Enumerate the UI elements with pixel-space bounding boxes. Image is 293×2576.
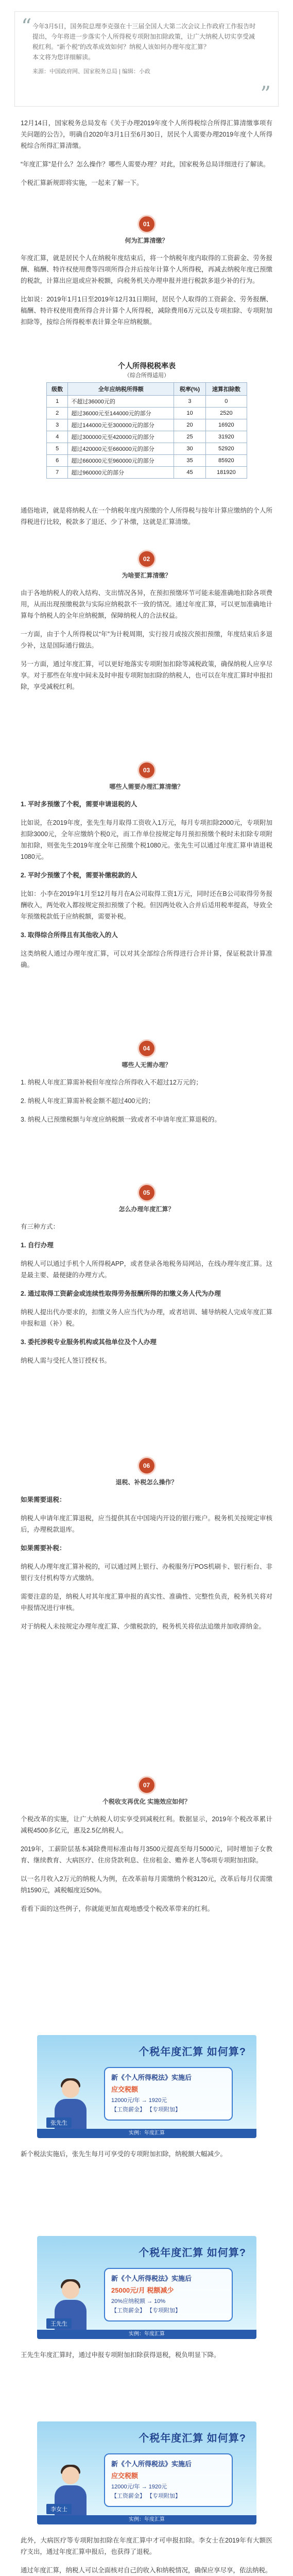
cell: 20: [174, 419, 206, 431]
section-5-body: [21, 1221, 272, 1374]
example-card: [37, 2421, 256, 2524]
paragraph: 3. 委托涉税专业服务机构或其他单位及个人办理: [21, 1338, 157, 1346]
section-title: 退税、补税怎么操作？: [115, 1479, 178, 1486]
quote-text: 今年3月5日，国务院总理李克强在十三届全国人大第二次会议上作政府工作报告时提出，今年将进一步落实个人所得税专项附加扣除政策，让广大纳税人切实享受减税红利。“新个税”的改革成效如何？纳税人该如何办理年度汇算？: [32, 23, 256, 50]
card-title: 个税年度汇算 如何算?: [139, 2433, 246, 2444]
card-line: 【工资薪金】 【专项附加】: [111, 2107, 181, 2113]
table-row: [47, 419, 247, 431]
cell: 超过144000元至300000元的部分: [68, 419, 174, 431]
paragraph: 纳税人可以通过手机个人所得税APP，或者登录各地税务局网站，在线办理年度汇算。这是最主要、最便捷的办理方式。: [21, 1260, 272, 1279]
table-row: [47, 455, 247, 467]
paragraph: 2. 纳税人年度汇算需补税金额不超过400元的；: [21, 1097, 154, 1105]
section-1-body: [21, 252, 272, 335]
section-badge: 01: [139, 216, 154, 232]
open-quote-icon: “: [21, 15, 32, 39]
paragraph: 如果需要退税：: [21, 1496, 66, 1503]
cell: 25: [174, 431, 206, 443]
cell: 16920: [205, 419, 247, 431]
cell: 超过660000元至960000元的部分: [68, 455, 174, 467]
section-title: 哪些人无需办理？: [122, 1061, 171, 1069]
section-2-body: [21, 587, 272, 700]
card-line: 12000元/年 → 1920元: [111, 2097, 167, 2104]
section-title: 何为汇算清缴？: [125, 237, 168, 244]
paragraph: 看看下面的这些例子，你就能更加直观地感受个税改革带来的红利。: [21, 1905, 214, 1912]
card-line: 新《个人所得税法》实施后: [111, 2275, 192, 2282]
section-7-body: [21, 1814, 272, 1922]
paragraph: “年度汇算”是什么？怎么操作？哪些人需要办理？对此，国家税务总局详细进行了解读。: [21, 161, 270, 168]
section-badge: 04: [139, 1041, 154, 1056]
paragraph: 王先生年度汇算时，通过申报专项附加扣除获得退税，税负明显下降。: [21, 2351, 220, 2359]
paragraph: 12月14日，国家税务总局发布《关于办理2019年度个人所得税综合所得汇算清缴事项有关问题的公告》，明确自2020年3月1日至6月30日，居民个人需要办理2019年度个人所得税综合所得汇算清缴。: [21, 120, 272, 149]
section-badge: 02: [139, 551, 154, 567]
card-caption: [21, 2148, 272, 2167]
paragraph: 比如说：2019年1月1日至2019年12月31日期间，居民个人取得的工资薪金、劳务报酬、稿酬、特许权使用费所得合并计算个人所得税，减除费用6万元以及专项扣除、专项附加扣除等，按综合所得税率表计算全年应纳税额。: [21, 296, 272, 326]
paragraph: 纳税人提出代办要求的，扣缴义务人应当代为办理，或者培训、辅导纳税人完成年度汇算申报和退（补）税。: [21, 1309, 272, 1327]
card-info-box: [104, 2067, 233, 2121]
card-info-box: [104, 2268, 233, 2321]
table-subtitle: （综合所得适用）: [124, 372, 169, 379]
close-quote-icon: ”: [260, 82, 271, 106]
cell: 45: [174, 467, 206, 479]
paragraph: 纳税人办理年度汇算补税的，可以通过网上银行、办税服务厅POS机刷卡、银行柜台、非银行支付机构等方式缴纳。: [21, 1563, 272, 1582]
section-1b-body: [21, 505, 272, 535]
col-header: 全年应纳税所得额: [68, 383, 174, 396]
card-line: 20%应纳税额 → 10%: [111, 2298, 166, 2304]
example-card: [37, 2236, 256, 2339]
section-title: 为啥要汇算清缴？: [122, 572, 171, 579]
card-footer: 实例：年度汇算: [37, 2515, 256, 2524]
section-title: 怎么办理年度汇算？: [118, 1206, 175, 1213]
cell: 4: [47, 431, 68, 443]
cell: 2520: [205, 408, 247, 419]
table-header-row: [47, 383, 247, 396]
paragraph: 3. 取得综合所得且有其他收入的人: [21, 931, 118, 939]
card-name-tag: 王先生: [46, 2318, 72, 2329]
card-line: 12000元/年 → 1920元: [111, 2484, 167, 2490]
closing-section: [21, 2535, 272, 2576]
paragraph: 新个税法实施后，张先生每月可享受的专项附加扣除，纳税额大幅减少。: [21, 2150, 227, 2158]
table-row: [47, 467, 247, 479]
paragraph: 个税改革的实施，让广大纳税人切实享受到减税红利。数据显示，2019年个税改革累计减税4500多亿元，惠及2.5亿纳税人。: [21, 1816, 272, 1834]
cell: 30: [174, 443, 206, 455]
paragraph: 1. 纳税人年度汇算需补税但年度综合所得收入不超过12万元的；: [21, 1079, 202, 1086]
card-line: 25000元/月 税额减少: [111, 2286, 174, 2294]
table-row: [47, 408, 247, 419]
paragraph: 比如说，在2019年度，张先生每月取得工资收入1万元，每月专项扣除2000元，专项附加扣除3000元，全年应缴纳个税0元，而工作单位按规定每月预扣预缴个税时未扣除专项附加扣除，则张先生2019年度全年已预缴个税1080元。张先生可以通过年度汇算申请退税1080元。: [21, 819, 272, 860]
paragraph: 纳税人需与受托人签订授权书。: [21, 1357, 111, 1364]
card-line: 新《个人所得税法》实施后: [111, 2460, 192, 2468]
table-row: [47, 396, 247, 408]
card-line: 新《个人所得税法》实施后: [111, 2074, 192, 2081]
table-row: [47, 431, 247, 443]
card-line: 应交税额: [111, 2086, 139, 2093]
card-line: 应交税额: [111, 2472, 139, 2480]
cell: 35: [174, 455, 206, 467]
paragraph: 由于各地纳税人的收入结构、支出情况各异，在预扣预缴环节可能未能准确地扣除各项费用，从而出现预缴税款与实际应纳税款不一致的情况。通过年度汇算，可以更加准确地计算每个纳税人的全年应纳税额，保障纳税人的合法权益。: [21, 589, 272, 619]
section-title: 哪些人需要办理汇算清缴？: [109, 783, 184, 790]
section-badge: 06: [139, 1458, 154, 1473]
tax-table: [46, 382, 247, 479]
paragraph: 以一名月收入2万元的纳税人为例，在改革前每月需缴纳个税3120元，改革后每月仅需缴纳1590元，减税幅度近50%。: [21, 1875, 272, 1894]
cell: 5: [47, 443, 68, 455]
paragraph: 1. 自行办理: [21, 1242, 54, 1249]
card-info-box: [104, 2453, 233, 2507]
cell: 超过960000元的部分: [68, 467, 174, 479]
card-line: 【工资薪金】 【专项附加】: [111, 2308, 181, 2314]
paragraph: 3. 纳税人已预缴税额与年度应纳税额一致或者不申请年度汇算退税的。: [21, 1116, 221, 1123]
cell: 85920: [205, 455, 247, 467]
section-title: 个税收支再优化 实施效应如何？: [102, 1798, 191, 1805]
table-title: 个人所得税税率表: [118, 362, 176, 370]
cell: 0: [205, 396, 247, 408]
paragraph: 有三种方式：: [21, 1223, 60, 1230]
card-title: 个税年度汇算 如何算?: [139, 2247, 246, 2259]
card-footer: 实例：年度汇算: [37, 2129, 256, 2138]
example-card: [37, 2035, 256, 2138]
intro-quote: [14, 11, 279, 107]
card-title: 个税年度汇算 如何算?: [139, 2046, 246, 2058]
cell: 31920: [205, 431, 247, 443]
tax-rate-table: [46, 361, 247, 479]
paragraph: 一方面，由于个人所得税以“年”为计税周期，实行按月或按次预扣预缴，年度结束后多退少补，这是国际通行做法。: [21, 631, 272, 649]
cell: 6: [47, 455, 68, 467]
card-line: 【工资薪金】 【专项附加】: [111, 2493, 181, 2499]
paragraph: 2. 通过取得工资薪金或连续性取得劳务报酬所得的扣缴义务人代为办理: [21, 1290, 221, 1297]
paragraph: 2. 平时少预缴了个税，需要补缴税款的人: [21, 872, 137, 879]
paragraph: 2019年，工薪阶层基本减除费用标准由每月3500元提高至每月5000元，同时增加子女教育、继续教育、大病医疗、住房贷款利息、住房租金、赡养老人等6项专项附加扣除。: [21, 1845, 272, 1864]
section-badge: 07: [139, 1777, 154, 1793]
table-row: [47, 443, 247, 455]
cell: 3: [174, 396, 206, 408]
paragraph: 如果需要补税：: [21, 1545, 66, 1552]
cell: 不超过36000元的: [68, 396, 174, 408]
section-4-body: [21, 1077, 272, 1132]
section-3-body: [21, 799, 272, 978]
paragraph: 需要注意的是，纳税人对其年度汇算申报的真实性、准确性、完整性负责，税务机关将对申报情况进行审核。: [21, 1593, 272, 1612]
paragraph: 通俗地讲，就是将纳税人在一个纳税年度内预缴的个人所得税与按年计算应缴纳的个人所得税进行比较，税款多了退还、少了补缴，这就是汇算清缴。: [21, 507, 272, 526]
card-name-tag: 李女士: [46, 2504, 72, 2514]
quote-text-2: 本文将为您详细解读。: [32, 54, 95, 61]
paragraph: 个税汇算新规即将实施，一起来了解一下。: [21, 179, 143, 187]
paragraph: 1. 平时多预缴了个税，需要申请退税的人: [21, 801, 137, 808]
col-header: 速算扣除数: [205, 383, 247, 396]
card-name-tag: 张先生: [46, 2117, 72, 2128]
section-badge: 03: [139, 762, 154, 778]
paragraph: 此外，大病医疗等专项附加扣除在年度汇算中才可申报扣除。李女士在2019年有大额医疗支出，通过年度汇算申报后，也获得了退税。: [21, 2537, 272, 2555]
cell: 52920: [205, 443, 247, 455]
paragraph: 比如：小李在2019年1月至12月每月在A公司取得工资1万元，同时还在B公司取得劳务报酬收入，两处收入都按规定预扣预缴了个税。但因两处收入合并后适用税率提高，导致全年预缴税款低于应纳税额，需要补税。: [21, 890, 272, 920]
paragraph: 纳税人申请年度汇算退税，应当提供其在中国境内开设的银行账户。税务机关按规定审核后，办理税款退库。: [21, 1515, 272, 1533]
cell: 超过420000元至660000元的部分: [68, 443, 174, 455]
paragraph: 年度汇算，就是居民个人在纳税年度结束后，将一个纳税年度内取得的工资薪金、劳务报酬、稿酬、特许权使用费等四项所得合并后按年计算个人所得税，再减去纳税年度已预缴的税款，计算出应退或应补税额，向税务机关办理申报并进行税款多退少补的行为。: [21, 255, 272, 284]
card-footer: 实例：年度汇算: [37, 2330, 256, 2339]
card-caption: [21, 2349, 272, 2368]
cell: 超过300000元至420000元的部分: [68, 431, 174, 443]
cell: 3: [47, 419, 68, 431]
cell: 10: [174, 408, 206, 419]
cell: 7: [47, 467, 68, 479]
cell: 超过36000元至144000元的部分: [68, 408, 174, 419]
col-header: 级数: [47, 383, 68, 396]
col-header: 税率(%): [174, 383, 206, 396]
paragraph: 对于纳税人未按规定办理年度汇算、少缴税款的，税务机关将依法追缴并加收滞纳金。: [21, 1623, 266, 1630]
paragraph: 另一方面，通过年度汇算，可以更好地落实专项附加扣除等减税政策，确保纳税人应享尽享。对于那些在年度中间未及时申报专项附加扣除的纳税人，也可以在年度汇算时申报扣除，享受减税红利。: [21, 660, 272, 690]
cell: 2: [47, 408, 68, 419]
cell: 181920: [205, 467, 247, 479]
section-badge: 05: [139, 1185, 154, 1200]
paragraph: 这类纳税人通过办理年度汇算，可以对其全部综合所得进行合并计算，保证税款计算准确。: [21, 950, 272, 969]
section-6-body: [21, 1494, 272, 1639]
intro-section: [21, 117, 272, 196]
paragraph: 通过年度汇算，纳税人可以全面核对自己的收入和纳税情况，确保应享尽享，依法纳税。: [21, 2567, 272, 2574]
cell: 1: [47, 396, 68, 408]
quote-note: 来源：中国政府网、国家税务总局 | 编辑：小政: [32, 69, 150, 75]
